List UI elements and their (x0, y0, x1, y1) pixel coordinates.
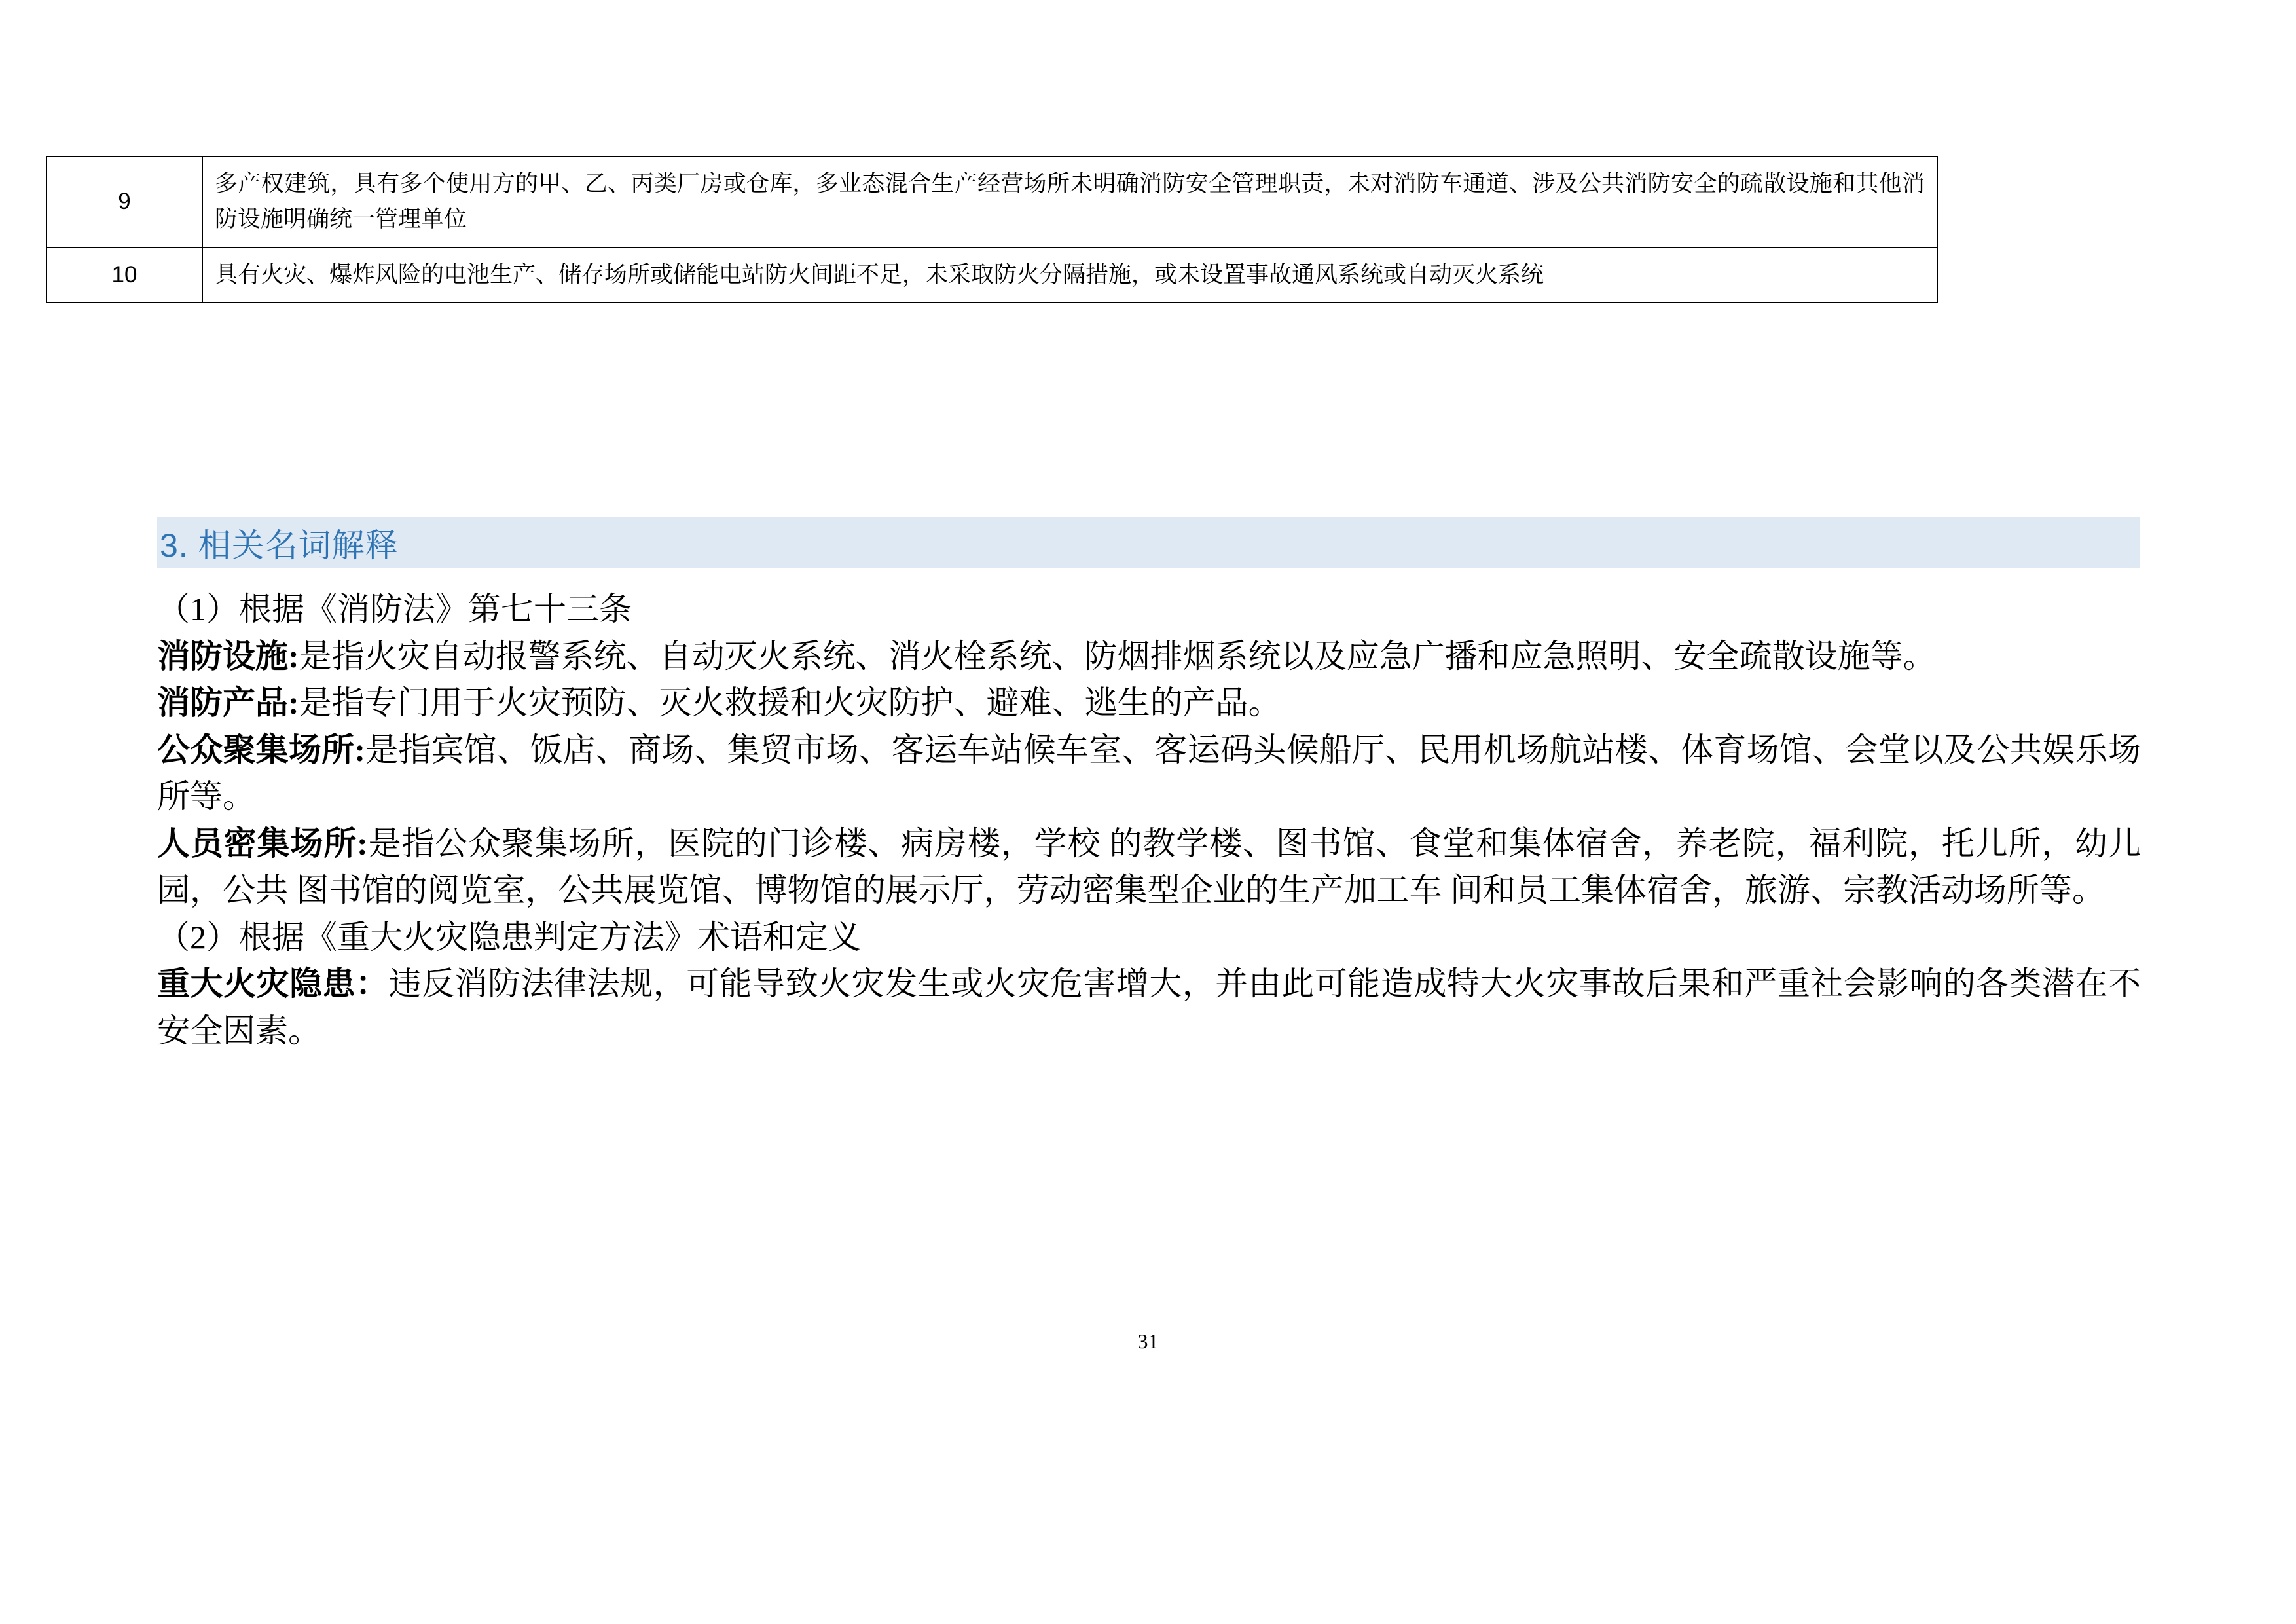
paragraph-major-fire-hazard (157, 961, 2141, 1054)
row-index-cell: 10 (46, 248, 202, 303)
term-label: 公众聚集场所: (157, 731, 365, 768)
term-label: 消防设施: (157, 637, 299, 674)
term-label: 消防产品: (157, 684, 299, 721)
row-description-cell: 具有火灾、爆炸风险的电池生产、储存场所或储能电站防火间距不足，未采取防火分隔措施，或未设置事故通风系统或自动灭火系统 (202, 248, 1937, 303)
paragraph-text: 违反消防法律法规，可能导致火灾发生或火灾危害增大，并由此可能造成特大火灾事故后果和严重社会影响的各类潜在不安全因素。 (157, 965, 2141, 1049)
paragraph-text: 是指专门用于火灾预防、灭火救援和火灾防护、避难、逃生的产品。 (299, 684, 1281, 721)
term-label: 重大火灾隐患： (157, 965, 389, 1002)
paragraph-crowded-places (157, 821, 2141, 914)
table-body (46, 157, 1937, 303)
paragraph-fire-products (157, 680, 2141, 727)
table-row (46, 248, 1937, 303)
paragraph-text: （2）根据《重大火灾隐患判定方法》术语和定义 (157, 918, 861, 955)
paragraph-text: 是指公众聚集场所，医院的门诊楼、病房楼，学校 的教学楼、图书馆、食堂和集体宿舍，养老院，福利院，托儿所，幼儿园，公共 图书馆的阅览室，公共展览馆、博物馆的展示厅，劳动密集型企业的生产加工车 间和员工集体宿舍，旅游、宗教活动场所等。 (157, 824, 2141, 908)
definitions-body (157, 586, 2141, 1054)
section-heading-banner (157, 517, 2140, 568)
term-label: 人员密集场所: (157, 824, 368, 862)
hazard-items-table (46, 156, 1938, 303)
page-number: 31 (1137, 1329, 1159, 1353)
paragraph-fire-facilities (157, 633, 2141, 680)
paragraph-text: 是指火灾自动报警系统、自动灭火系统、消火栓系统、防烟排烟系统以及应急广播和应急照明、安全疏散设施等。 (299, 637, 1936, 674)
paragraph-public-gathering-places (157, 727, 2141, 821)
paragraph-source-judgement-method (157, 914, 2141, 961)
table-row (46, 157, 1937, 248)
paragraph-text: 是指宾馆、饭店、商场、集贸市场、客运车站候车室、客运码头候船厅、民用机场航站楼、体育场馆、会堂以及公共娱乐场所等。 (157, 731, 2141, 815)
row-index-cell: 9 (46, 157, 202, 248)
paragraph-source-fire-law (157, 586, 2141, 633)
paragraph-text: （1）根据《消防法》第七十三条 (157, 591, 632, 627)
section-heading-text: 3. 相关名词解释 (160, 527, 399, 564)
row-description-cell: 多产权建筑，具有多个使用方的甲、乙、丙类厂房或仓库，多业态混合生产经营场所未明确消防安全管理职责，未对消防车通道、涉及公共消防安全的疏散设施和其他消防设施明确统一管理单位 (202, 157, 1937, 248)
